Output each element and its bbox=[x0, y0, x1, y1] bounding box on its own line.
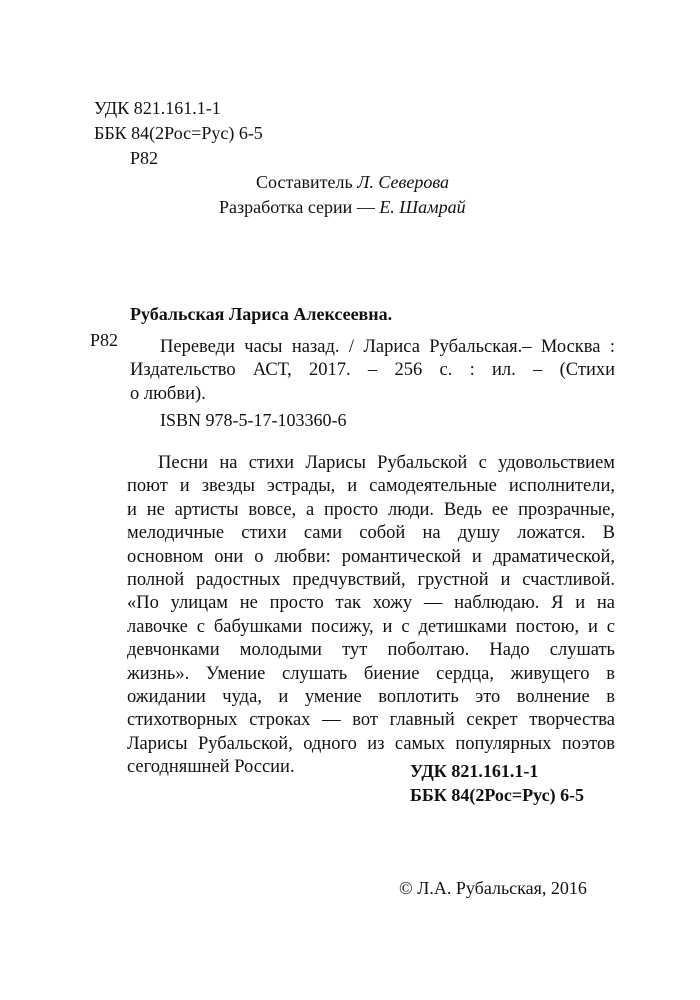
header-bbk: ББК 84(2Рос=Рус) 6-5 bbox=[94, 123, 263, 143]
annotation-line: Ларисы Рубальской, одного из самых популярных поэтов bbox=[127, 733, 615, 754]
compiler-credit bbox=[256, 172, 449, 193]
annotation-line: «По улицам не просто так хожу — наблюдаю. Я и на bbox=[127, 593, 615, 614]
biblio-description bbox=[130, 336, 615, 406]
annotation-line: поют и звезды эстрады, и самодеятельные исполнители, bbox=[127, 476, 615, 497]
biblio-line: Издательство АСТ, 2017. – 256 с. : ил. – (Стихи bbox=[130, 360, 615, 381]
annotation-line: основном они о любви: романтической и драматической, bbox=[127, 546, 615, 567]
footer-udk: УДК 821.161.1-1 bbox=[410, 761, 539, 781]
annotation-line: мелодичные стихи сами собой на душу ложатся. В bbox=[127, 523, 615, 544]
series-name: Е. Шамрай bbox=[379, 197, 466, 217]
annotation-line: полной радостных предчувствий, грустной и счастливой. bbox=[127, 570, 615, 591]
annotation-paragraph bbox=[127, 452, 615, 780]
header-author-code: Р82 bbox=[130, 148, 159, 168]
header-udk: УДК 821.161.1-1 bbox=[94, 98, 221, 118]
annotation-line: лавочке с бабушками посижу, и с детишками постою, и с bbox=[127, 616, 615, 637]
isbn: ISBN 978-5-17-103360-6 bbox=[160, 410, 347, 430]
footer-bbk: ББК 84(2Рос=Рус) 6-5 bbox=[410, 785, 585, 805]
annotation-line: ожидании чуда, и умение воплотить это волнение в bbox=[127, 687, 615, 708]
compiler-label: Составитель bbox=[256, 172, 353, 192]
copyright-notice: © Л.А. Рубальская, 2016 bbox=[399, 878, 587, 898]
annotation-line: и не артисты вовсе, а просто люди. Ведь ее прозрачные, bbox=[127, 499, 615, 520]
compiler-name: Л. Северова bbox=[357, 172, 450, 192]
series-credit bbox=[219, 197, 466, 218]
annotation-line: сегодняшней России. bbox=[127, 757, 295, 778]
author-heading: Рубальская Лариса Алексеевна. bbox=[130, 304, 393, 324]
biblio-line: Переведи часы назад. / Лариса Рубальская.– Москва : bbox=[160, 337, 615, 357]
annotation-line: Песни на стихи Ларисы Рубальской с удовольствием bbox=[158, 453, 615, 473]
biblio-author-code: Р82 bbox=[90, 330, 119, 350]
annotation-line: стихотворных строках — вот главный секрет творчества bbox=[127, 710, 615, 731]
annotation-line: жизнь». Умение слушать биение сердца, живущего в bbox=[127, 663, 615, 684]
series-label: Разработка серии — bbox=[219, 197, 375, 217]
annotation-line: девчонками молодыми тут поболтаю. Надо слушать bbox=[127, 640, 615, 661]
biblio-line: о любви). bbox=[130, 383, 206, 404]
